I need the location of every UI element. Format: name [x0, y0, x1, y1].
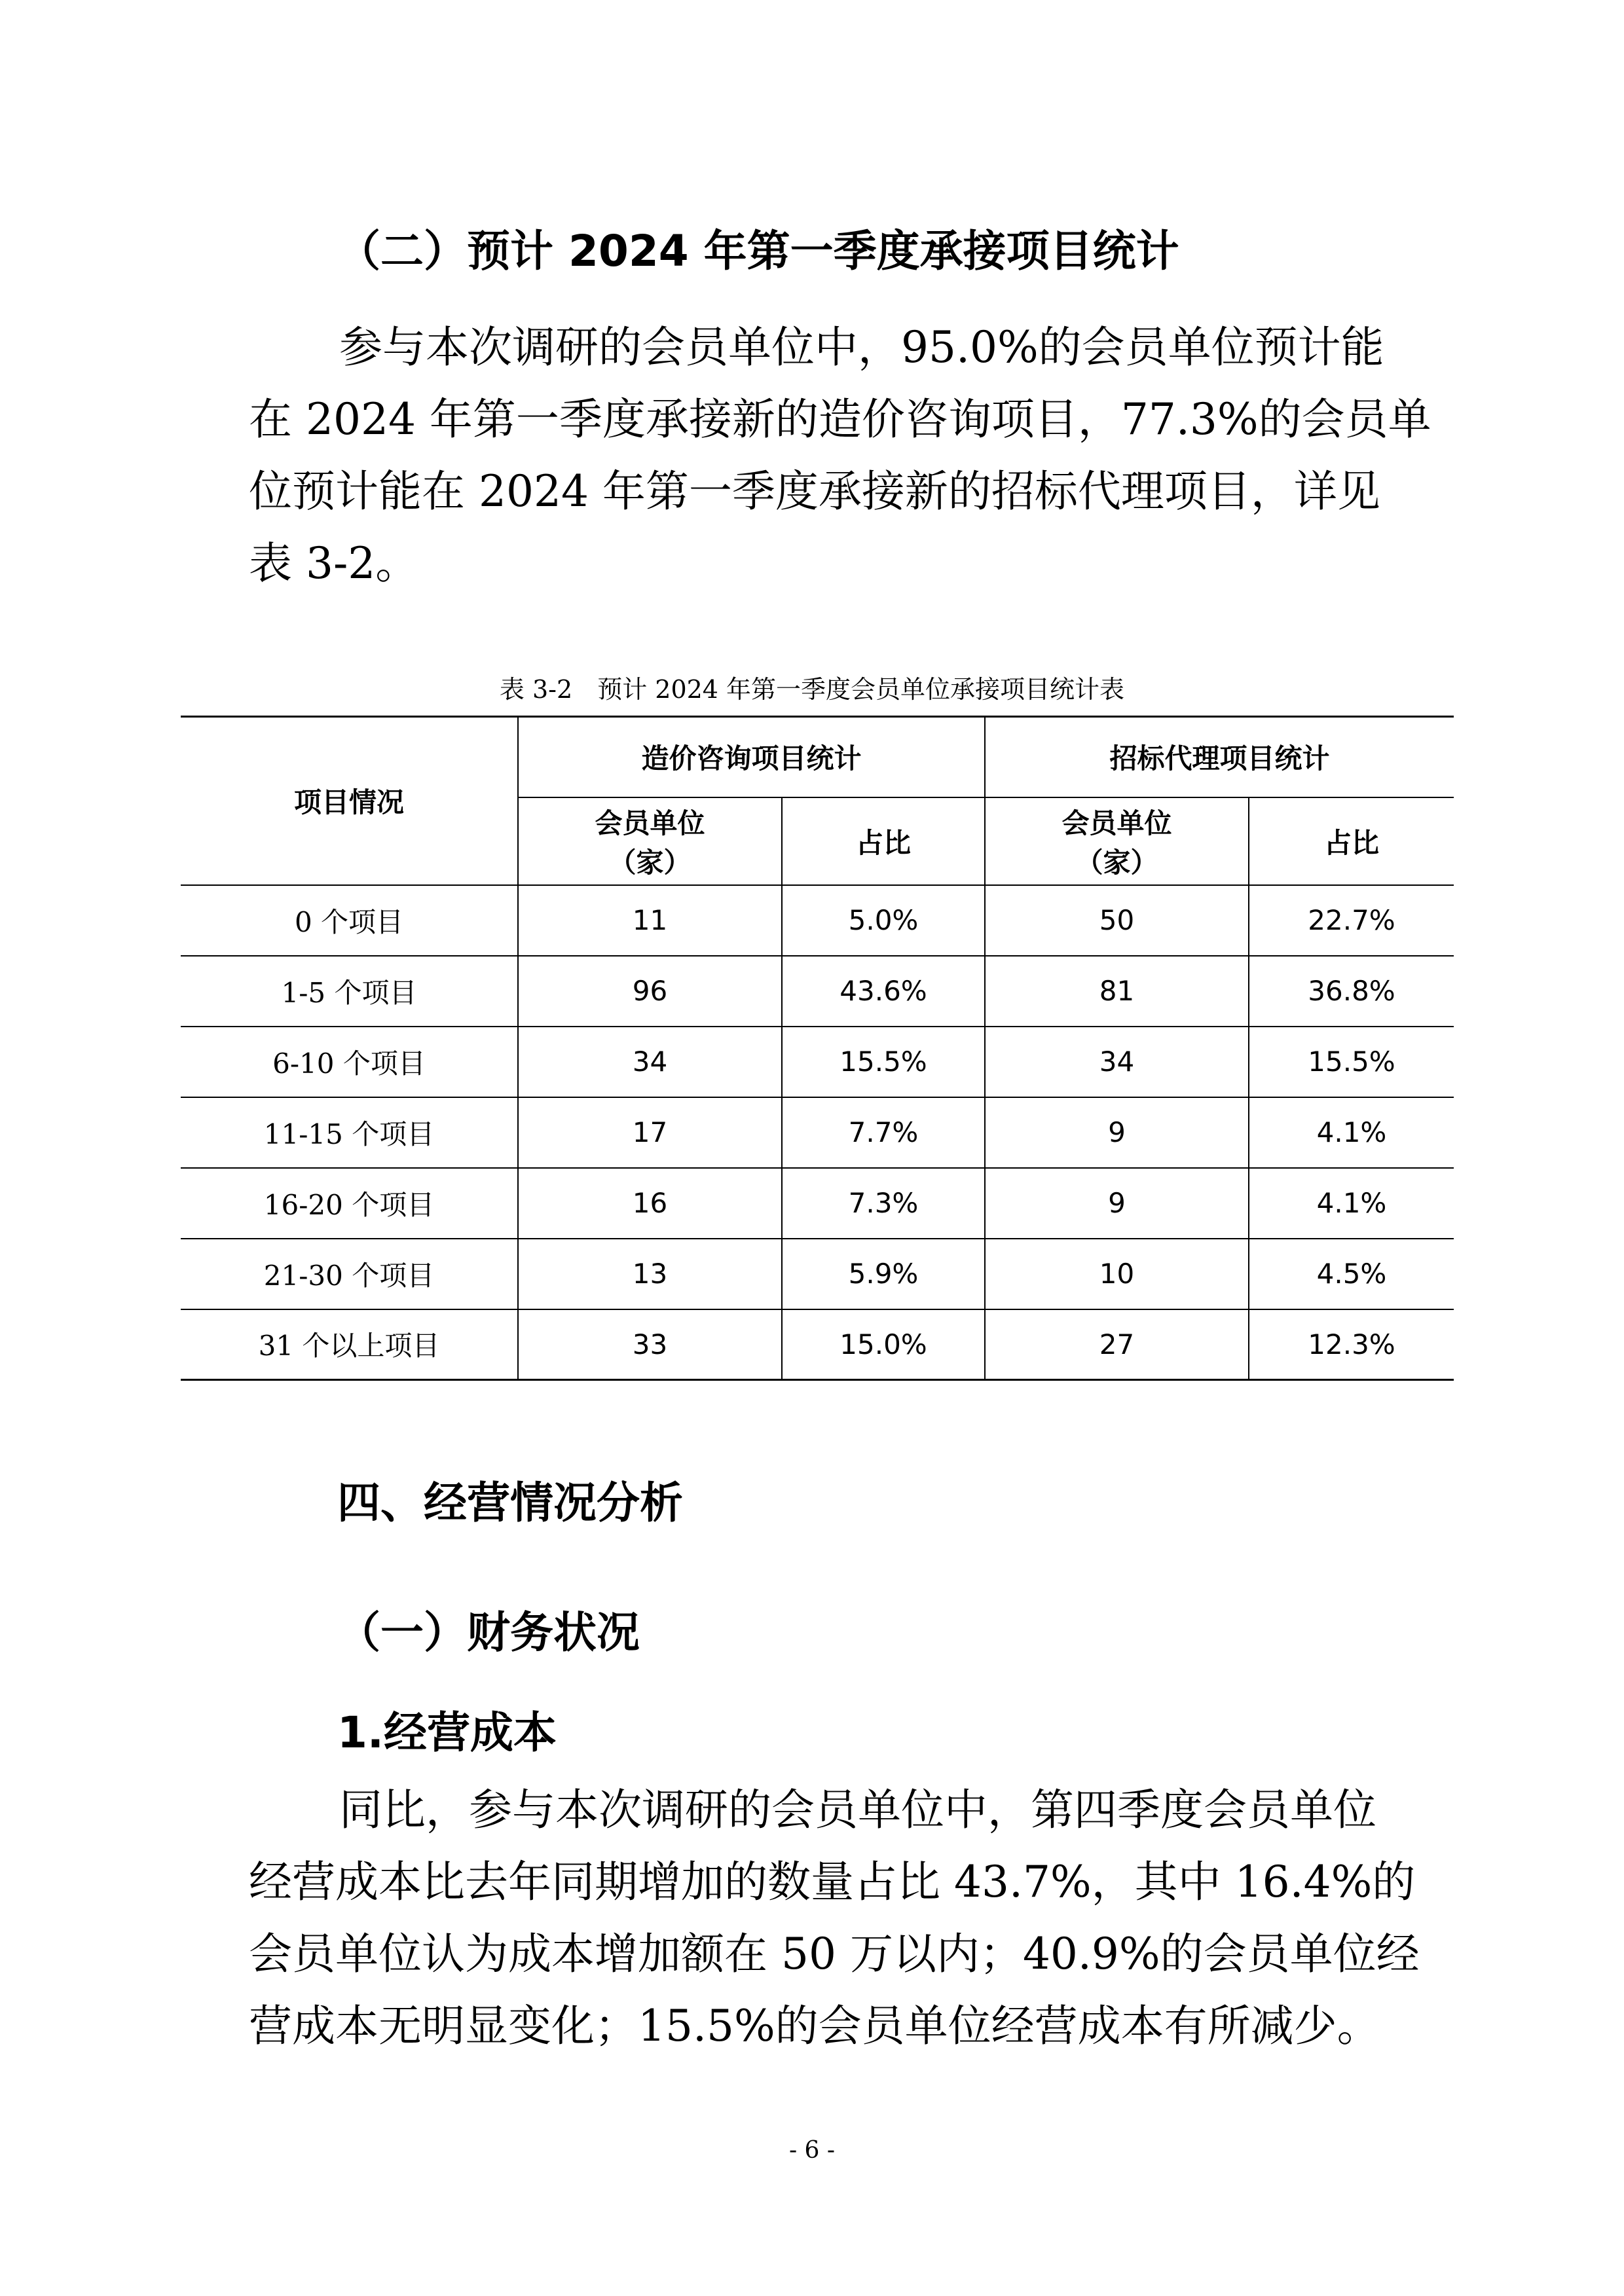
intro-line: 位预计能在 2024 年第一季度承接新的招标代理项目，详见: [249, 466, 1380, 517]
subsection-title: （一）财务状况: [337, 1607, 640, 1658]
row-label: 6-10 个项目: [181, 1027, 518, 1097]
bidding-ratio: 4.5%: [1249, 1239, 1454, 1309]
cost-paragraph: [249, 1774, 1420, 2062]
table-row: [181, 1239, 1454, 1309]
col-ratio-header: 占比: [782, 797, 985, 885]
table-row: [181, 885, 1454, 956]
consulting-units: 33: [518, 1309, 782, 1380]
consulting-ratio: 5.0%: [782, 885, 985, 956]
bidding-units: 10: [985, 1239, 1249, 1309]
consulting-units: 17: [518, 1097, 782, 1168]
bidding-units: 9: [985, 1168, 1249, 1239]
col-units-header: 会员单位 （家）: [518, 797, 782, 885]
table-row: [181, 1168, 1454, 1239]
table-caption: 表 3-2 预计 2024 年第一季度会员单位承接项目统计表: [499, 675, 1125, 704]
bidding-ratio: 36.8%: [1249, 956, 1454, 1027]
consulting-ratio: 43.6%: [782, 956, 985, 1027]
bidding-ratio: 15.5%: [1249, 1027, 1454, 1097]
project-stats-table: [181, 716, 1454, 1381]
consulting-ratio: 7.3%: [782, 1168, 985, 1239]
row-label: 0 个项目: [181, 885, 518, 956]
consulting-units: 16: [518, 1168, 782, 1239]
row-label: 11-15 个项目: [181, 1097, 518, 1168]
consulting-ratio: 5.9%: [782, 1239, 985, 1309]
table-row: [181, 1027, 1454, 1097]
row-header: 项目情况: [181, 717, 518, 885]
table-row: [181, 956, 1454, 1027]
row-label: 21-30 个项目: [181, 1239, 518, 1309]
table-row: [181, 1309, 1454, 1380]
group-consulting-header: 造价咨询项目统计: [518, 717, 985, 797]
bidding-units: 34: [985, 1027, 1249, 1097]
row-label: 31 个以上项目: [181, 1309, 518, 1380]
chapter-title: 四、经营情况分析: [337, 1478, 683, 1528]
section-title: （二）预计 2024 年第一季度承接项目统计: [337, 226, 1179, 276]
item-title: 1.经营成本: [337, 1707, 557, 1758]
bidding-units: 9: [985, 1097, 1249, 1168]
consulting-units: 34: [518, 1027, 782, 1097]
row-label: 1-5 个项目: [181, 956, 518, 1027]
intro-paragraph: [249, 312, 1431, 600]
group-bidding-header: 招标代理项目统计: [985, 717, 1454, 797]
intro-line: 在 2024 年第一季度承接新的造价咨询项目，77.3%的会员单: [249, 394, 1431, 445]
intro-line: 参与本次调研的会员单位中，95.0%的会员单位预计能: [339, 322, 1384, 373]
consulting-units: 96: [518, 956, 782, 1027]
cost-line: 同比，参与本次调研的会员单位中，第四季度会员单位: [339, 1785, 1376, 1835]
row-label: 16-20 个项目: [181, 1168, 518, 1239]
bidding-units: 81: [985, 956, 1249, 1027]
bidding-ratio: 12.3%: [1249, 1309, 1454, 1380]
table-row: [181, 1097, 1454, 1168]
col-units-header: 会员单位 （家）: [985, 797, 1249, 885]
consulting-ratio: 15.5%: [782, 1027, 985, 1097]
col-ratio-header: 占比: [1249, 797, 1454, 885]
intro-line: 表 3-2。: [249, 538, 419, 589]
bidding-ratio: 4.1%: [1249, 1168, 1454, 1239]
consulting-ratio: 7.7%: [782, 1097, 985, 1168]
cost-line: 经营成本比去年同期增加的数量占比 43.7%，其中 16.4%的: [249, 1857, 1416, 1907]
consulting-units: 11: [518, 885, 782, 956]
bidding-ratio: 4.1%: [1249, 1097, 1454, 1168]
bidding-ratio: 22.7%: [1249, 885, 1454, 956]
cost-line: 会员单位认为成本增加额在 50 万以内；40.9%的会员单位经: [249, 1929, 1420, 1979]
page-number: - 6 -: [788, 2137, 836, 2164]
cost-line: 营成本无明显变化；15.5%的会员单位经营成本有所减少。: [249, 2001, 1380, 2051]
consulting-ratio: 15.0%: [782, 1309, 985, 1380]
bidding-units: 27: [985, 1309, 1249, 1380]
consulting-units: 13: [518, 1239, 782, 1309]
bidding-units: 50: [985, 885, 1249, 956]
